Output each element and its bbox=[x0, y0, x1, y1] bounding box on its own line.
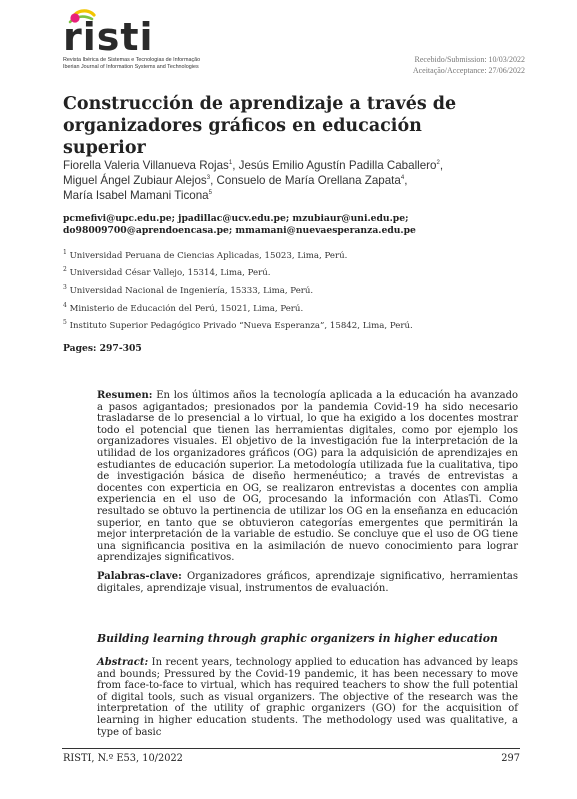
received-date: Recebido/Submission: 10/03/2022 bbox=[414, 55, 525, 64]
abstract-en-text: In recent years, technology applied to education has advanced by leaps and bounds; Pressured by the Covid-19 pandemic, it has been necessary to move from face-to-face to virtual, which has required teachers to show the full potential of digital tools, such as visual organizers. The objective of the research was the interpretation of the utility of graphic organizers (GO) for the acquisition of learning in higher education students. The methodology used was qualitative, a type of basic bbox=[97, 657, 518, 738]
author-affiliation-number: 5 bbox=[208, 190, 212, 197]
affiliation-5 bbox=[63, 321, 413, 332]
affiliation-text: Universidad Nacional de Ingeniería, 15333, Lima, Perú. bbox=[69, 286, 314, 296]
affiliation-number: 5 bbox=[63, 319, 67, 327]
title-line-2: organizadores gráficos en educación superior bbox=[63, 116, 422, 158]
article-title bbox=[63, 93, 483, 159]
journal-name-en: Iberian Journal of Information Systems and Technologies bbox=[63, 64, 199, 70]
author-affiliation-number: 4 bbox=[400, 175, 405, 182]
submission-dates bbox=[413, 54, 525, 76]
english-title: Building learning through graphic organizers in higher education bbox=[97, 632, 498, 645]
affiliation-text: Universidad Peruana de Ciencias Aplicadas, 15023, Lima, Perú. bbox=[69, 251, 348, 261]
affiliation-text: Ministerio de Educación del Perú, 15021, Lima, Perú. bbox=[69, 304, 304, 314]
affiliation-3 bbox=[63, 286, 313, 297]
footer-divider bbox=[62, 748, 520, 749]
emails-line-2[interactable]: do98009700@aprendoencasa.pe; mmamani@nuevaesperanza.edu.pe bbox=[63, 225, 416, 236]
author-name: Fiorella Valeria Villanueva Rojas bbox=[63, 159, 229, 172]
abstract-text: En los últimos años la tecnología aplicada a la educación ha avanzado a pasos agigantados; presionados por la pandemia Covid-19 ha sido necesario trasladarse de lo presencial a lo virtual, lo que ha exigido a los docentes mostrar todo el potencial que tienen las herramientas digitales, como por ejemplo los organizadores visuales. El objetivo de la investigación fue la interpretación de la utilidad de los organizadores gráficos (OG) para la adquisición de aprendizajes en estudiantes de educación superior. La metodología utilizada fue la cualitativa, tipo de investigación básica de diseño hermenéutico; a través de entrevistas a docentes con experticia en OG, se realizaron entrevistas a docentes con amplia experiencia en el uso de OG, procesando la información con AtlasTi. Como resultado se obtuvo la pertinencia de utilizar los OG en la enseñanza en educación superior, en tanto que se obtuvieron categorías emergentes que permitirán la mejor interpretación de la variable de estudio. Se concluye que el uso de OG tiene una significancia positiva en la asimilación de nuevo conocimiento para lograr aprendizajes significativos. bbox=[97, 390, 518, 564]
page-range: Pages: 297-305 bbox=[63, 343, 142, 354]
abstract-en bbox=[97, 657, 518, 738]
journal-name-pt: Revista Ibérica de Sistemas e Tecnologias de Informação bbox=[63, 57, 201, 63]
author-name: Jesús Emilio Agustín Padilla Caballero bbox=[238, 159, 437, 172]
keywords-label: Palabras-clave: bbox=[97, 571, 182, 582]
affiliation-number: 4 bbox=[63, 302, 67, 310]
author-emails bbox=[63, 213, 513, 237]
affiliation-number: 2 bbox=[63, 266, 67, 274]
author-list: Fiorella Valeria Villanueva Rojas$^1$, Jesús Emilio Agustín Padilla Caballero$^2$, Miguel Ángel Zubiaur Alejos$^3$, Consuelo de María Orellana Zapata$^4$, María Isabel Mamani Ticona$^5$ bbox=[63, 159, 444, 202]
journal-logo-text: risti bbox=[63, 15, 154, 59]
author-name: Consuelo de María Orellana Zapata bbox=[216, 174, 401, 187]
affiliation-number: 3 bbox=[63, 284, 67, 292]
keywords-text: Organizadores gráficos, aprendizaje significativo, herramientas digitales, aprendizaje visual, instrumentos de evaluación. bbox=[97, 571, 518, 594]
footer-page-number: 297 bbox=[501, 753, 520, 764]
author-name: Miguel Ángel Zubiaur Alejos bbox=[63, 174, 207, 187]
emails-line-1[interactable]: pcmefivi@upc.edu.pe; jpadillac@ucv.edu.pe; mzubiaur@uni.edu.pe; bbox=[63, 213, 409, 224]
affiliation-number: 1 bbox=[63, 249, 67, 257]
author-affiliation-number: 3 bbox=[206, 175, 211, 182]
footer-issue: RISTI, N.º E53, 10/2022 bbox=[63, 753, 183, 764]
title-line-1: Construcción de aprendizaje a través de bbox=[63, 94, 457, 114]
abstract-en-label: Abstract: bbox=[97, 657, 149, 668]
abstract-es bbox=[97, 390, 518, 564]
keywords-es bbox=[97, 571, 518, 594]
affiliation-text: Universidad César Vallejo, 15314, Lima, Perú. bbox=[69, 268, 271, 278]
author-affiliation-number: 1 bbox=[228, 160, 233, 167]
journal-name bbox=[63, 57, 200, 71]
affiliation-text: Instituto Superior Pedagógico Privado “Nueva Esperanza”, 15842, Lima, Perú. bbox=[69, 321, 413, 331]
affiliation-2 bbox=[63, 268, 270, 279]
accepted-date: Aceitação/Acceptance: 27/06/2022 bbox=[412, 66, 525, 75]
abstract-label: Resumen: bbox=[97, 390, 153, 401]
affiliation-1 bbox=[63, 251, 347, 262]
author-name: María Isabel Mamani Ticona bbox=[63, 189, 209, 202]
affiliation-4 bbox=[63, 304, 303, 315]
author-affiliation-number: 2 bbox=[436, 160, 440, 167]
